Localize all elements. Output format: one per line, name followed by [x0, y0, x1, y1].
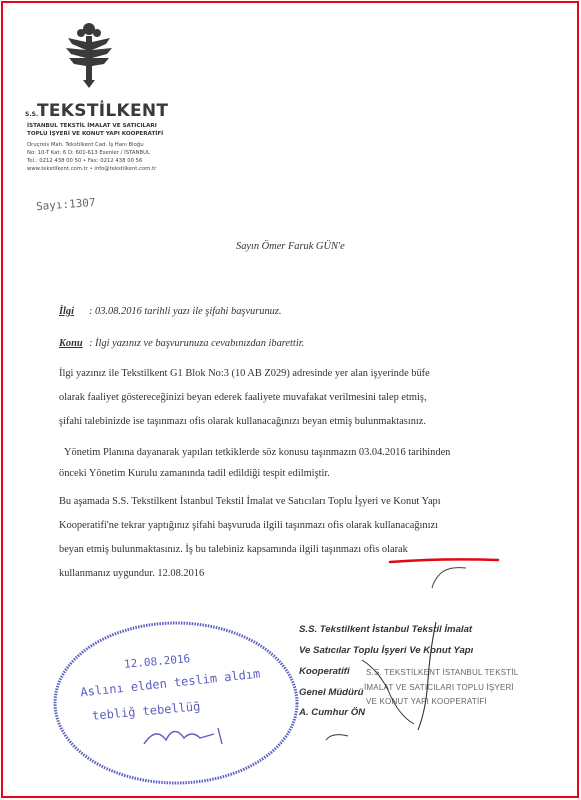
signature-line-1: S.S. Tekstilkent İstanbul Tekstil İmalat	[299, 624, 473, 635]
paragraph-2-line-2: önceki Yönetim Kurulu zamanında tadil edildiği tespit edilmiştir.	[59, 468, 330, 479]
blue-annotation-line-1: Aslını elden teslim aldım	[79, 666, 261, 700]
paragraph-3-line-3: beyan etmiş bulunmaktasınız. İş bu talebiniz kapsamında ilgili taşınmazı ofis olarak	[59, 544, 408, 555]
handwritten-reference: Sayı:1307	[35, 195, 96, 214]
signature-line-2: Ve Satıcılar Toplu İşyeri Ve Konut Yapı	[299, 645, 474, 656]
address-line-1: Oruçreis Mah. Tekstilkent Cad. İş Hanı Bloğu	[27, 142, 144, 148]
paragraph-1-line-1: İlgi yazınız ile Tekstilkent G1 Blok No:3 (10 AB Z029) adresinde yer alan işyerinde büfe	[59, 368, 430, 379]
brand-line-2: TOPLU İŞYERİ VE KONUT YAPI KOOPERATİFİ	[27, 131, 164, 137]
signature-line-3: Kooperatifi	[299, 666, 350, 677]
ilgi-text: : 03.08.2016 tarihli yazı ile şifahi başvurunuz.	[89, 306, 282, 317]
signature-line-4: Genel Müdürü	[299, 687, 364, 698]
paragraph-1-line-2: olarak faaliyet göstereceğinizi beyan ederek faaliyete muvafakat verilmesini talep etmiş,	[59, 392, 427, 403]
address-line-4: www.tekstilkent.com.tr • info@tekstilkent.com.tr	[27, 166, 157, 172]
stamp-line-1: S.S. TEKSTİLKENT İSTANBUL TEKSTİL	[366, 668, 519, 677]
paragraph-1-line-3: şifahi talebinizde ise taşınmazı ofis olarak kullanacağınızı beyan etmiş bulunmaktasınız.	[59, 416, 427, 427]
blue-annotation-date: 12.08.2016	[123, 652, 191, 671]
paragraph-2-line-1: Yönetim Planına dayanarak yapılan tetkiklerde söz konusu taşınmazın 03.04.2016 tarihinden	[64, 447, 451, 458]
brand-prefix: S.S.	[25, 111, 39, 118]
ilgi-label: İlgi	[59, 306, 75, 317]
paragraph-3-line-2: Kooperatifi'ne tekrar yaptığınız şifahi başvuruda ilgili taşınmazı ofis olarak kullanacağınızı	[59, 520, 438, 531]
stamp-line-2: İMALAT VE SATICILARI TOPLU İŞYERİ	[364, 683, 514, 692]
paragraph-3-line-1: Bu aşamada S.S. Tekstilkent İstanbul Tekstil İmalat ve Satıcıları Toplu İşyeri ve Konut Yapı	[59, 496, 441, 507]
address-line-3: Tel.: 0212 438 00 50 • Fax: 0212 438 00 56	[27, 158, 143, 164]
address-line-2: No: 10-T Kat: 6 D: 601-613 Esenler / İSTANBUL	[27, 150, 150, 156]
signature-line-5: A. Cumhur ÖN	[299, 707, 366, 718]
signature-scribble-icon	[428, 564, 468, 590]
stamp-line-3: VE KONUT YAPI KOOPERATİFİ	[366, 697, 487, 706]
paragraph-3-line-4: kullanmanız uygundur. 12.08.2016	[59, 568, 205, 579]
recipient: Sayın Ömer Faruk GÜN'e	[236, 241, 345, 252]
brand-name: TEKSTİLKENT	[37, 101, 169, 121]
tekstilkent-logo-icon	[62, 20, 116, 90]
blue-annotation-line-2: tebliğ tebellüğ	[91, 699, 201, 723]
konu-label: Konu	[59, 338, 83, 349]
blue-signature-icon	[138, 720, 228, 750]
brand-line-1: İSTANBUL TEKSTİL İMALAT VE SATICILARI	[27, 123, 157, 129]
signature-strokes-icon	[318, 620, 498, 750]
konu-text: : İlgi yazınız ve başvurunuza cevabınızdan ibarettir.	[89, 338, 305, 349]
